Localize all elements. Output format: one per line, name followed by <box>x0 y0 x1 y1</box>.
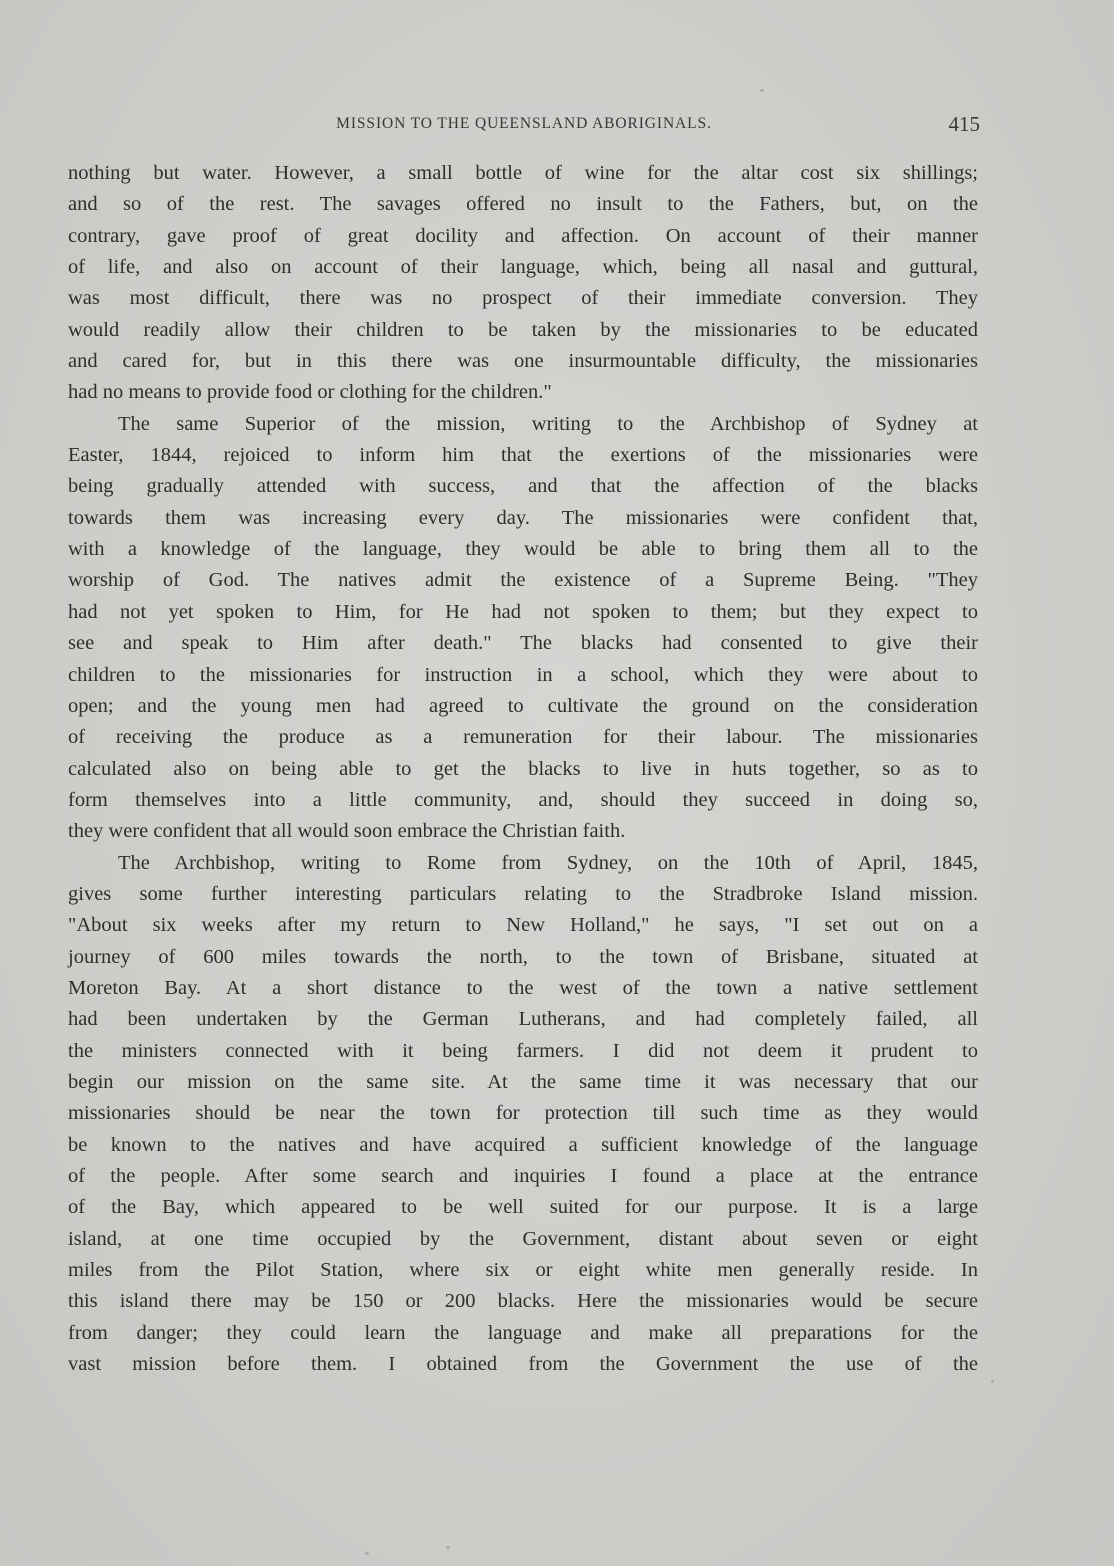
text-line: children to the missionaries for instruction in a school, which they were about to <box>68 663 978 686</box>
text-line: of receiving the produce as a remuneration for their labour. The missionaries <box>68 726 978 749</box>
text-line: worship of God. The natives admit the existence of a Supreme Being. "They <box>68 569 978 592</box>
text-line: and so of the rest. The savages offered no insult to the Fathers, but, on the <box>68 193 978 216</box>
text-line: miles from the Pilot Station, where six or eight white men generally reside. In <box>68 1259 978 1282</box>
text-line: vast mission before them. I obtained from the Government the use of the <box>68 1353 978 1376</box>
text-line: The Archbishop, writing to Rome from Sydney, on the 10th of April, 1845, <box>118 851 978 874</box>
paragraph-2 <box>68 409 978 848</box>
text-line: open; and the young men had agreed to cultivate the ground on the consideration <box>68 694 978 717</box>
running-head <box>68 112 980 138</box>
running-title: MISSION TO THE QUEENSLAND ABORIGINALS. <box>336 115 712 132</box>
text-line: nothing but water. However, a small bottle of wine for the altar cost six shillings; <box>68 162 978 184</box>
text-line: see and speak to Him after death." The blacks had consented to give their <box>68 632 978 655</box>
paper-speck <box>991 1380 994 1383</box>
text-line: calculated also on being able to get the blacks to live in huts together, so as to <box>68 757 978 780</box>
text-line: from danger; they could learn the language and make all preparations for the <box>68 1321 978 1344</box>
text-line: of the people. After some search and inquiries I found a place at the entrance <box>68 1165 978 1187</box>
text-line: be known to the natives and have acquired a sufficient knowledge of the language <box>68 1133 978 1156</box>
text-line: being gradually attended with success, and that the affection of the blacks <box>68 475 978 498</box>
text-line: had no means to provide food or clothing for the children." <box>68 381 552 404</box>
text-line: journey of 600 miles towards the north, to the town of Brisbane, situated at <box>68 945 978 968</box>
text-line: Easter, 1844, rejoiced to inform him that the exertions of the missionaries were <box>68 444 978 467</box>
text-line: of life, and also on account of their language, which, being all nasal and guttural, <box>68 256 978 279</box>
paragraph-3 <box>68 848 978 1381</box>
text-line: had not yet spoken to Him, for He had not spoken to them; but they expect to <box>68 600 978 623</box>
text-line: they were confident that all would soon embrace the Christian faith. <box>68 820 626 843</box>
paper-speck <box>446 1546 450 1549</box>
text-line: with a knowledge of the language, they would be able to bring them all to the <box>68 538 978 561</box>
text-line: of the Bay, which appeared to be well suited for our purpose. It is a large <box>68 1196 978 1219</box>
paragraph-1 <box>68 158 978 409</box>
paper-speck <box>760 89 764 92</box>
text-line: had been undertaken by the German Lutherans, and had completely failed, all <box>68 1008 978 1031</box>
text-line: and cared for, but in this there was one insurmountable difficulty, the missionaries <box>68 350 978 373</box>
text-line: contrary, gave proof of great docility and affection. On account of their manner <box>68 224 978 247</box>
body-text <box>68 158 978 1380</box>
text-line: towards them was increasing every day. The missionaries were confident that, <box>68 506 978 529</box>
text-line: gives some further interesting particulars relating to the Stradbroke Island mission. <box>68 882 978 905</box>
text-line: would readily allow their children to be taken by the missionaries to be educated <box>68 318 978 341</box>
text-line: missionaries should be near the town for protection till such time as they would <box>68 1102 978 1125</box>
text-line: Moreton Bay. At a short distance to the west of the town a native settlement <box>68 976 978 999</box>
text-line: island, at one time occupied by the Government, distant about seven or eight <box>68 1227 978 1250</box>
text-line: this island there may be 150 or 200 blacks. Here the missionaries would be secure <box>68 1290 978 1313</box>
text-line: begin our mission on the same site. At the same time it was necessary that our <box>68 1070 978 1093</box>
text-line: was most difficult, there was no prospect of their immediate conversion. They <box>68 287 978 310</box>
text-line: "About six weeks after my return to New Holland," he says, "I set out on a <box>68 914 978 937</box>
text-line: the ministers connected with it being farmers. I did not deem it prudent to <box>68 1039 978 1062</box>
text-line: The same Superior of the mission, writing to the Archbishop of Sydney at <box>118 412 978 435</box>
page-number: 415 <box>948 112 980 136</box>
paper-speck <box>365 1552 369 1555</box>
text-line: form themselves into a little community, and, should they succeed in doing so, <box>68 788 978 811</box>
